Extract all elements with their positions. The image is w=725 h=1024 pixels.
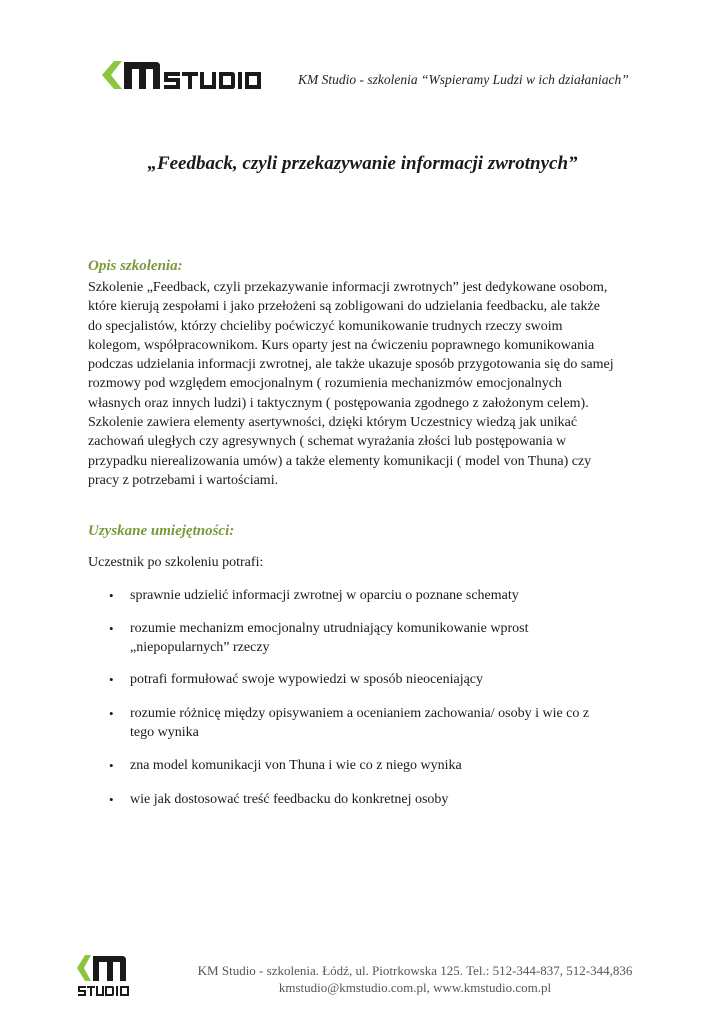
skill-text: wie jak dostosować treść feedbacku do konkretnej osoby xyxy=(130,792,449,807)
description-line: pracy z potrzebami i wartościami. xyxy=(88,472,279,488)
description-line: własnych oraz innych ludzi) i taktycznym ( postępowania zgodnego z założonym celem). xyxy=(88,395,589,411)
skill-text: rozumie mechanizm emocjonalny utrudniający komunikowanie wprost xyxy=(130,621,529,636)
description-line: podczas udzielania informacji zwrotnej, ale także ukazuje sposób przygotowania się do samej xyxy=(88,357,614,373)
skills-intro: Uczestnik po szkoleniu potrafi: xyxy=(88,555,264,570)
skill-text: rozumie różnicę między opisywaniem a ocenianiem zachowania/ osoby i wie co z xyxy=(130,706,590,721)
description-line: Szkolenie zawiera elementy asertywności, dzięki którym Uczestnicy wiedzą jak unikać xyxy=(88,415,578,431)
skill-text-continued: tego wynika xyxy=(130,725,199,740)
skill-text: potrafi formułować swoje wypowiedzi w sposób nieoceniający xyxy=(130,672,484,687)
footer-address: KM Studio - szkolenia. Łódź, ul. Piotrkowska 125. Tel.: 512-344-837, 512-344,836 xyxy=(197,963,633,978)
header-tagline: KM Studio - szkolenia “Wspieramy Ludzi w ich działaniach” xyxy=(298,72,629,87)
bullet-icon: • xyxy=(109,706,114,721)
km-studio-logo xyxy=(100,58,272,92)
skill-text: zna model komunikacji von Thuna i wie co z niego wynika xyxy=(130,758,462,773)
description-line: kolegom, współpracownikom. Kurs oparty jest na ćwiczeniu poprawnego komunikowania xyxy=(88,337,595,353)
km-studio-footer-logo xyxy=(76,952,132,1002)
skills-heading: Uzyskane umiejętności: xyxy=(88,523,235,539)
description-line: zachowań uległych czy agresywnych ( schemat wyrażania złości lub postępowania w xyxy=(88,434,567,450)
footer-contact: kmstudio@kmstudio.com.pl, www.kmstudio.com.pl xyxy=(278,980,552,995)
skill-text: sprawnie udzielić informacji zwrotnej w oparciu o poznane schematy xyxy=(130,588,519,603)
document-title: „Feedback, czyli przekazywanie informacji zwrotnych” xyxy=(147,153,578,174)
bullet-icon: • xyxy=(109,588,114,603)
description-line: do specjalistów, którzy chcieliby poćwiczyć komunikowanie trudnych rzeczy swoim xyxy=(88,318,563,334)
description-paragraph xyxy=(88,278,648,490)
description-line: przypadku nierealizowania umów) a także elementy komunikacji ( model von Thuna) czy xyxy=(88,453,592,469)
skill-text-continued: „niepopularnych” rzeczy xyxy=(130,640,270,655)
description-line: Szkolenie „Feedback, czyli przekazywanie informacji zwrotnych” jest dedykowane osobom, xyxy=(88,280,608,295)
description-line: rozmowy pod względem emocjonalnym ( rozumienia mechanizmów emocjonalnych xyxy=(88,376,562,392)
description-line: które kierują zespołami i jako przełożeni są zobligowani do udzielania feedbacku, ale także xyxy=(88,299,600,315)
description-heading: Opis szkolenia: xyxy=(88,258,183,274)
bullet-icon: • xyxy=(109,672,114,687)
bullet-icon: • xyxy=(109,621,114,636)
bullet-icon: • xyxy=(109,792,114,807)
bullet-icon: • xyxy=(109,758,114,773)
